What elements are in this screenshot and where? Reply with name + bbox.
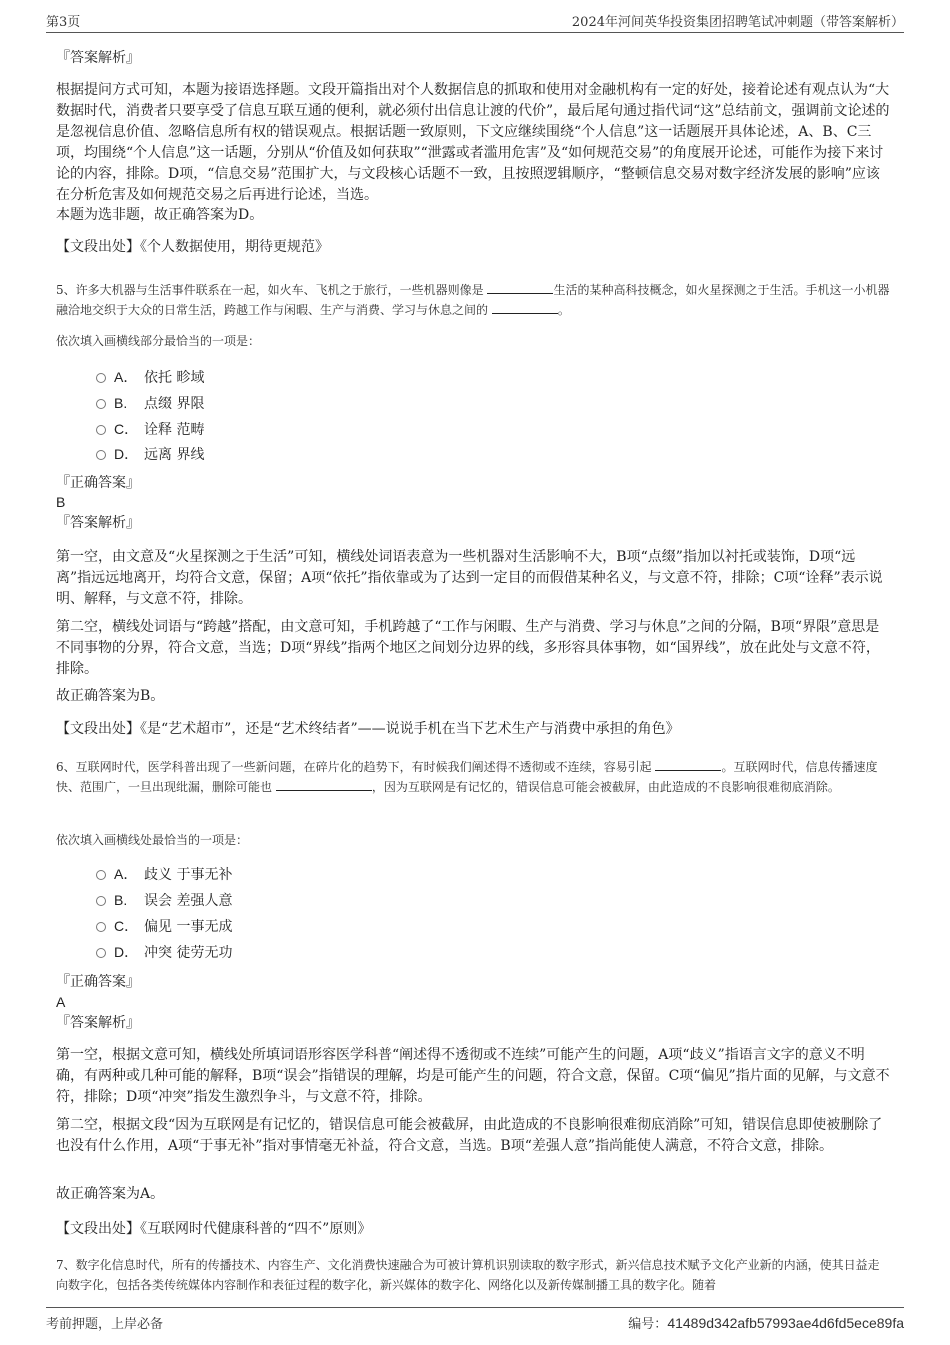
footer-divider (46, 1307, 904, 1308)
q5-analysis-p3: 故正确答案为B。 (56, 688, 165, 704)
q6-analysis-p2: 第二空，根据文段“因为互联网是有记忆的，错误信息可能会被截屏，由此造成的不良影响很难彻底消除”可知，错误信息即使被删除了也没有什么作用，A项“于事无补”指对事情毫无补益，符合文意，当选。B项“差强人意”指尚能使人满意，不符合文意，排除。 (56, 1117, 883, 1154)
q5-option-d[interactable]: D． 远离 界线 (96, 444, 204, 465)
q4-analysis-p1: 根据提问方式可知，本题为接语选择题。文段开篇指出对个人数据信息的抓取和使用对金融机构有一定的好处，接着论述有观点认为“大数据时代，消费者只要享受了信息互联互通的便利，就必须付出信息让渡的代价”，最后尾句通过指代词“这”总结前文，强调前文论述的是忽视信息价值、忽略信息所有权的错误观点。根据话题一致原则，下文应继续围绕“个人信息”这一话题展开具体论述，A、B、C三项，均围绕“个人信息”这一话题，分别从“价值及如何获取”“泄露或者滥用危害”及“如何规范交易”的角度展开论述，可能作为接下来讨论的内容，排除。D项，“信息交易”范围扩大，与文段核心话题不一致，且按照逻辑顺序，“整顿信息交易对数字经济发展的影响”应该在分析危害及如何规范交易之后再进行论述，当选。 (56, 82, 890, 203)
radio-icon[interactable] (96, 896, 106, 906)
q6-correct-answer: A (56, 994, 66, 1010)
q7-stem: 7、数字化信息时代，所有的传播技术、内容生产、文化消费快速融合为可被计算机识别读取的数字形式，新兴信息技术赋予文化产业新的内涵，使其日益走向数字化，包括各类传统媒体内容制作和表征过程的数字化，新兴媒体的数字化、网络化以及新传媒制播工具的数字化。随着 (56, 1258, 880, 1292)
header-divider (46, 32, 904, 33)
q6-correct-label: 『正确答案』 (56, 974, 140, 990)
radio-icon[interactable] (96, 399, 106, 409)
q4-source: 【文段出处】《个人数据使用，期待更规范》 (56, 239, 329, 255)
radio-icon[interactable] (96, 425, 106, 435)
radio-icon[interactable] (96, 450, 106, 460)
radio-icon[interactable] (96, 922, 106, 932)
q6-analysis-p3: 故正确答案为A。 (56, 1186, 165, 1202)
q5-analysis-p1: 第一空，由文意及“火星探测之于生活”可知，横线处词语表意为一些机器对生活影响不大，B项“点缀”指加以衬托或装饰，D项“远离”指远远地离开，均符合文意，保留；A项“依托”指依靠或为了达到一定目的而假借某种名义，与文意不符，排除；C项“诠释”表示说明、解释，与文意不符，排除。 (56, 549, 883, 607)
q6-analysis-label: 『答案解析』 (56, 1015, 140, 1031)
q6-blank-2 (276, 778, 372, 791)
q5-source: 【文段出处】《是“艺术超市”，还是“艺术终结者”——说说手机在当下艺术生产与消费中承担的角色》 (56, 721, 680, 737)
radio-icon[interactable] (96, 373, 106, 383)
q4-analysis-p2: 本题为选非题，故正确答案为D。 (56, 207, 264, 223)
q5-analysis-label: 『答案解析』 (56, 515, 140, 531)
q6-blank-1 (655, 758, 721, 771)
q5-stem: 5、许多大机器与生活事件联系在一起，如火车、飞机之于旅行，一些机器则像是 生活的某种高科技概念，如火星探测之于生活。手机这一小机器融洽地交织于大众的日常生活，跨越工作与闲暇、生产与消费、学习与休息之间的 。 (56, 283, 890, 317)
q5-correct-label: 『正确答案』 (56, 475, 140, 491)
document-title: 2024年河间英华投资集团招聘笔试冲刺题（带答案解析） (571, 15, 904, 30)
q6-prompt: 依次填入画横线处最恰当的一项是： (56, 833, 249, 847)
document-code: 编号：41489d342afb57993ae4d6fd5ece89fa (628, 1315, 904, 1332)
page-number: 第3页 (46, 15, 81, 30)
q6-option-d[interactable]: D． 冲突 徒劳无功 (96, 942, 232, 963)
q5-option-c[interactable]: C． 诠释 范畴 (96, 419, 204, 440)
q5-prompt: 依次填入画横线部分最恰当的一项是： (56, 334, 261, 348)
q6-option-c[interactable]: C． 偏见 一事无成 (96, 916, 232, 937)
radio-icon[interactable] (96, 948, 106, 958)
q5-correct-answer: B (56, 494, 66, 510)
radio-icon[interactable] (96, 870, 106, 880)
q6-analysis-p1: 第一空，根据文意可知，横线处所填词语形容医学科普“阐述得不透彻或不连续”可能产生的问题，A项“歧义”指语言文字的意义不明确，有两种或几种可能的解释，B项“误会”指错误的理解，均是可能产生的问题，符合文意，保留。C项“偏见”指片面的见解，与文意不符，排除；D项“冲突”指发生激烈争斗，与文意不符，排除。 (56, 1047, 890, 1105)
q5-blank-2 (492, 301, 558, 314)
q5-analysis-p2: 第二空，横线处词语与“跨越”搭配，由文意可知，手机跨越了“工作与闲暇、生产与消费、学习与休息”之间的分隔，B项“界限”意思是不同事物的分界，符合文意，当选；D项“界线”指两个地区之间划分边界的线，多形容具体事物，如“国界线”，放在此处与文意不符，排除。 (56, 619, 880, 677)
q5-option-b[interactable]: B. 点缀 界限 (96, 393, 204, 414)
q5-option-a[interactable]: A． 依托 畛域 (96, 367, 204, 388)
q6-option-a[interactable]: A． 歧义 于事无补 (96, 864, 232, 885)
q6-stem: 6、互联网时代，医学科普出现了一些新问题，在碎片化的趋势下，有时候我们阐述得不透彻或不连续，容易引起 。互联网时代，信息传播速度快、范围广，一旦出现纰漏，删除可能也 ，因为互联网是有记忆的，错误信息可能会被截屏，由此造成的不良影响很难彻底消除。 (56, 760, 878, 794)
q4-analysis-label: 『答案解析』 (56, 50, 140, 66)
footer-slogan: 考前押题，上岸必备 (46, 1317, 164, 1332)
q6-option-b[interactable]: B. 误会 差强人意 (96, 890, 232, 911)
q6-source: 【文段出处】《互联网时代健康科普的“四不”原则》 (56, 1221, 372, 1237)
q5-blank-1 (487, 281, 553, 294)
